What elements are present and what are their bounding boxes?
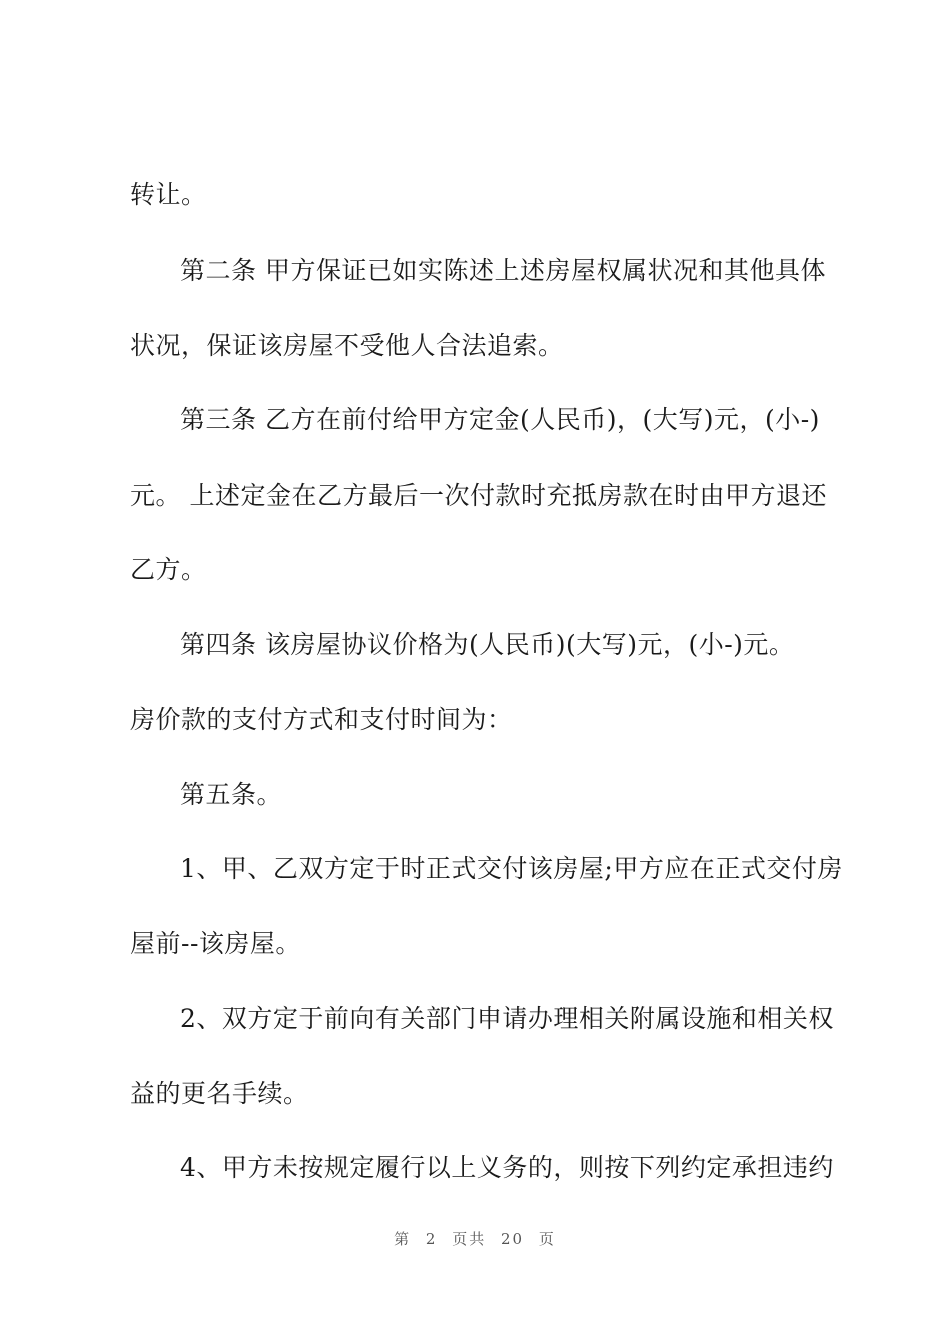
paragraph-line: 屋前--该房屋。	[130, 929, 301, 958]
paragraph-line: 第四条 该房屋协议价格为(人民币)(大写)元，(小-)元。	[180, 630, 795, 659]
paragraph-line: 状况，保证该房屋不受他人合法追索。	[130, 331, 564, 360]
page-number-footer: 第 2 页共 20 页	[394, 1230, 556, 1248]
paragraph-line: 1、甲、乙双方定于时正式交付该房屋;甲方应在正式交付房	[180, 854, 843, 883]
paragraph-line: 乙方。	[130, 555, 207, 584]
paragraph-line: 转让。	[130, 180, 207, 209]
paragraph-line: 益的更名手续。	[130, 1079, 309, 1108]
paragraph-line: 元。 上述定金在乙方最后一次付款时充抵房款在时由甲方退还	[130, 481, 827, 510]
paragraph-line: 第五条。	[180, 780, 283, 809]
paragraph-line: 4、甲方未按规定履行以上义务的，则按下列约定承担违约	[180, 1153, 834, 1182]
paragraph-line: 第二条 甲方保证已如实陈述上述房屋权属状况和其他具体	[180, 256, 826, 285]
paragraph-line: 第三条 乙方在前付给甲方定金(人民币)，(大写)元，(小-)	[180, 405, 820, 434]
paragraph-line: 房价款的支付方式和支付时间为：	[130, 705, 513, 734]
paragraph-line: 2、双方定于前向有关部门申请办理相关附属设施和相关权	[180, 1004, 834, 1033]
